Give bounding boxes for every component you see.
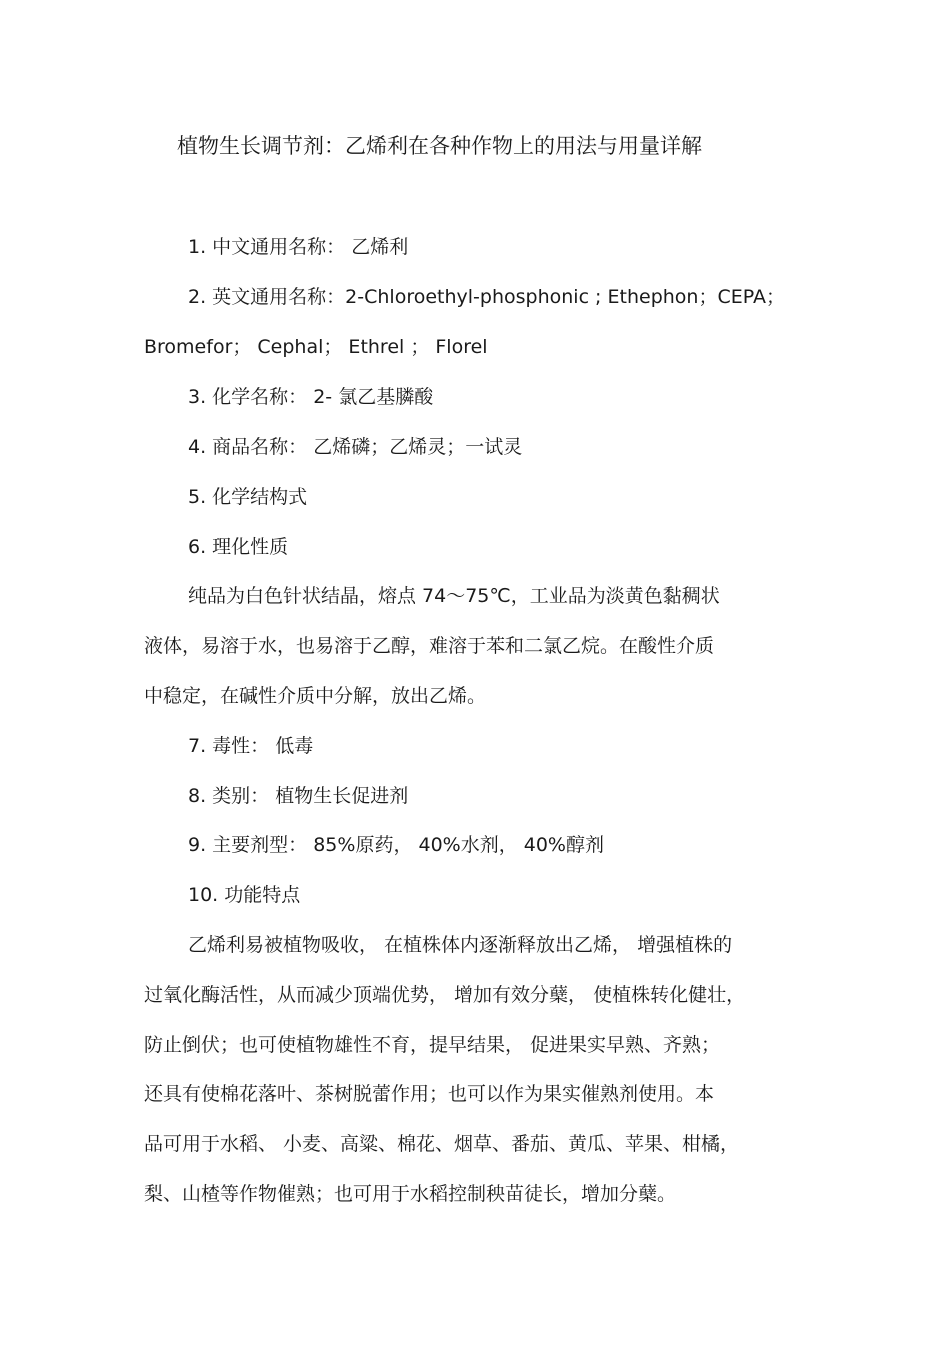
document-title: 植物生长调节剂：乙烯利在各种作物上的用法与用量详解 <box>177 134 702 158</box>
item-chemical-name: 3. 化学名称： 2- 氯乙基膦酸 <box>188 386 434 408</box>
properties-text-2: 液体，易溶于水，也易溶于乙醇，难溶于苯和二氯乙烷。在酸性介质 <box>144 635 715 657</box>
item-chinese-name: 1. 中文通用名称： 乙烯利 <box>188 236 409 258</box>
item-formulations: 9. 主要剂型： 85%原药， 40%水剂， 40%醇剂 <box>188 834 604 856</box>
features-text-5: 品可用于水稻、 小麦、高粱、棉花、烟草、番茄、黄瓜、苹果、柑橘， <box>144 1133 740 1155</box>
features-text-3: 防止倒伏；也可使植物雄性不育，提早结果， 促进果实早熟、齐熟； <box>144 1034 721 1056</box>
item-trade-name: 4. 商品名称： 乙烯磷；乙烯灵；一试灵 <box>188 436 523 458</box>
item-properties: 6. 理化性质 <box>188 536 289 558</box>
item-english-name-cont: Bromefor； Cephal； Ethrel ； Florel <box>144 336 488 358</box>
item-toxicity: 7. 毒性： 低毒 <box>188 735 314 757</box>
features-text-1: 乙烯利易被植物吸收， 在植株体内逐渐释放出乙烯， 增强植株的 <box>188 934 733 956</box>
features-text-2: 过氧化酶活性，从而减少顶端优势， 增加有效分蘖， 使植株转化健壮， <box>144 984 746 1006</box>
item-english-name: 2. 英文通用名称：2-Chloroethyl-phosphonic ; Ethephon；CEPA； <box>188 286 785 308</box>
features-text-6: 梨、山楂等作物催熟；也可用于水稻控制秧苗徒长，增加分蘖。 <box>144 1183 677 1205</box>
features-text-4: 还具有使棉花落叶、茶树脱蕾作用；也可以作为果实催熟剂使用。本 <box>144 1083 715 1105</box>
item-structure: 5. 化学结构式 <box>188 486 308 508</box>
item-features: 10. 功能特点 <box>188 884 301 906</box>
item-category: 8. 类别： 植物生长促进剂 <box>188 785 409 807</box>
properties-text-3: 中稳定，在碱性介质中分解，放出乙烯。 <box>144 685 487 707</box>
properties-text-1: 纯品为白色针状结晶，熔点 74～75℃，工业品为淡黄色黏稠状 <box>188 585 720 607</box>
